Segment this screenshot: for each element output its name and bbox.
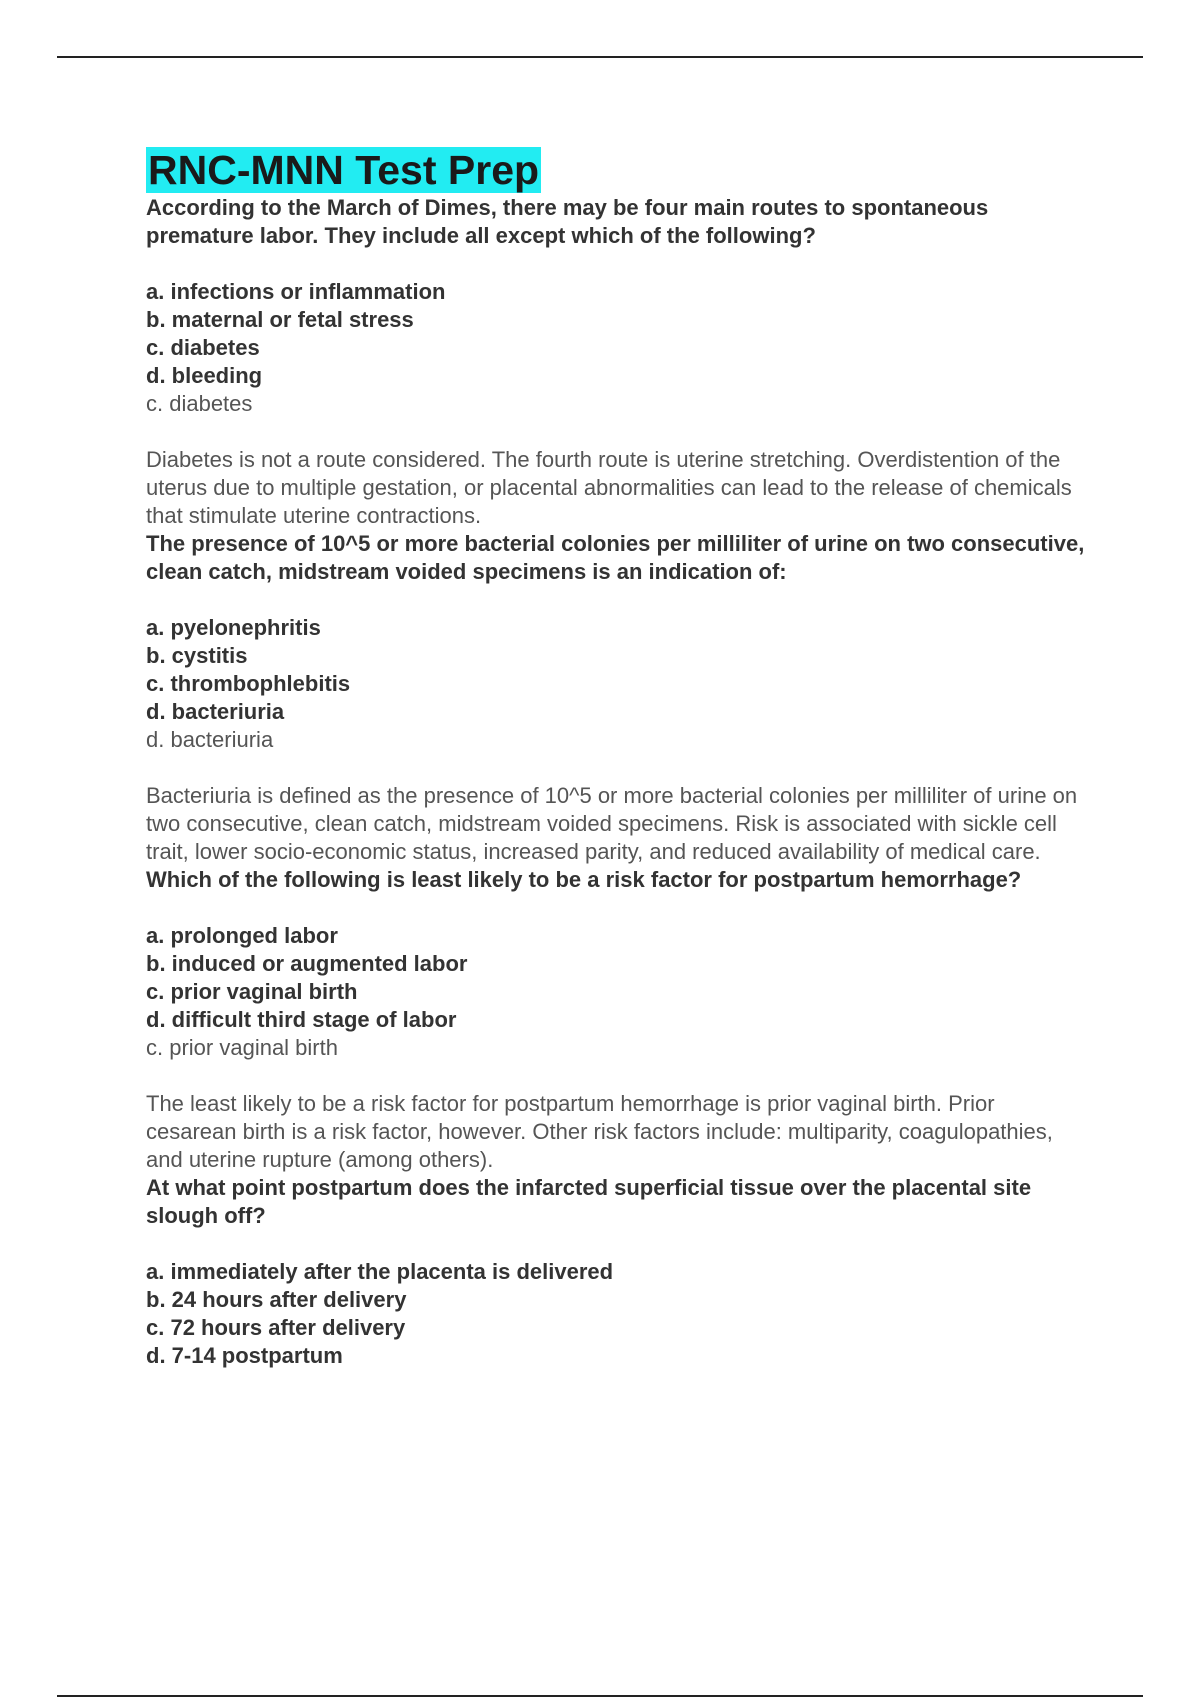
option-a: a. immediately after the placenta is delivered [146, 1259, 614, 1284]
option-b: b. maternal or fetal stress [146, 307, 414, 332]
question-text: The presence of 10^5 or more bacterial colonies per milliliter of urine on two consecutive, clean catch, midstream voided specimens is an indication of: [146, 531, 1085, 584]
option-c: c. diabetes [146, 335, 260, 360]
question-text: According to the March of Dimes, there may be four main routes to spontaneous premature labor. They include all except which of the following? [146, 195, 989, 248]
page-content [146, 146, 1086, 1370]
answer-text: d. bacteriuria [146, 727, 274, 752]
question-block [146, 866, 1086, 1174]
option-a: a. prolonged labor [146, 923, 338, 948]
bottom-rule [57, 1695, 1143, 1697]
option-d: d. bleeding [146, 363, 263, 388]
question-text: At what point postpartum does the infarcted superficial tissue over the placental site slough off? [146, 1175, 1032, 1228]
explanation-text: The least likely to be a risk factor for postpartum hemorrhage is prior vaginal birth. Prior cesarean birth is a risk factor, however. Other risk factors include: multiparity, coagulopathies, and uterine rupture (among others). [146, 1091, 1053, 1172]
option-a: a. pyelonephritis [146, 615, 321, 640]
question-block [146, 530, 1086, 866]
option-c: c. prior vaginal birth [146, 979, 358, 1004]
question-text: Which of the following is least likely to be a risk factor for postpartum hemorrhage? [146, 867, 1022, 892]
page-title [146, 146, 543, 194]
option-d: d. 7-14 postpartum [146, 1343, 343, 1368]
answer-text: c. prior vaginal birth [146, 1035, 338, 1060]
option-d: d. difficult third stage of labor [146, 1007, 457, 1032]
explanation-text: Bacteriuria is defined as the presence of 10^5 or more bacterial colonies per milliliter of urine on two consecutive, clean catch, midstream voided specimens. Risk is associated with sickle cell trait, lower socio-economic status, increased parity, and reduced availability of medical care. [146, 783, 1078, 864]
option-c: c. 72 hours after delivery [146, 1315, 406, 1340]
option-c: c. thrombophlebitis [146, 671, 351, 696]
option-a: a. infections or inflammation [146, 279, 446, 304]
top-rule [57, 56, 1143, 58]
explanation-text: Diabetes is not a route considered. The fourth route is uterine stretching. Overdistention of the uterus due to multiple gestation, or placental abnormalities can lead to the release of chemicals that stimulate uterine contractions. [146, 447, 1072, 528]
question-block [146, 1174, 1086, 1370]
title-highlight: RNC-MNN Test Prep [148, 147, 540, 193]
answer-text: c. diabetes [146, 391, 253, 416]
option-d: d. bacteriuria [146, 699, 285, 724]
question-block [146, 194, 1086, 530]
option-b: b. induced or augmented labor [146, 951, 468, 976]
option-b: b. 24 hours after delivery [146, 1287, 407, 1312]
option-b: b. cystitis [146, 643, 248, 668]
